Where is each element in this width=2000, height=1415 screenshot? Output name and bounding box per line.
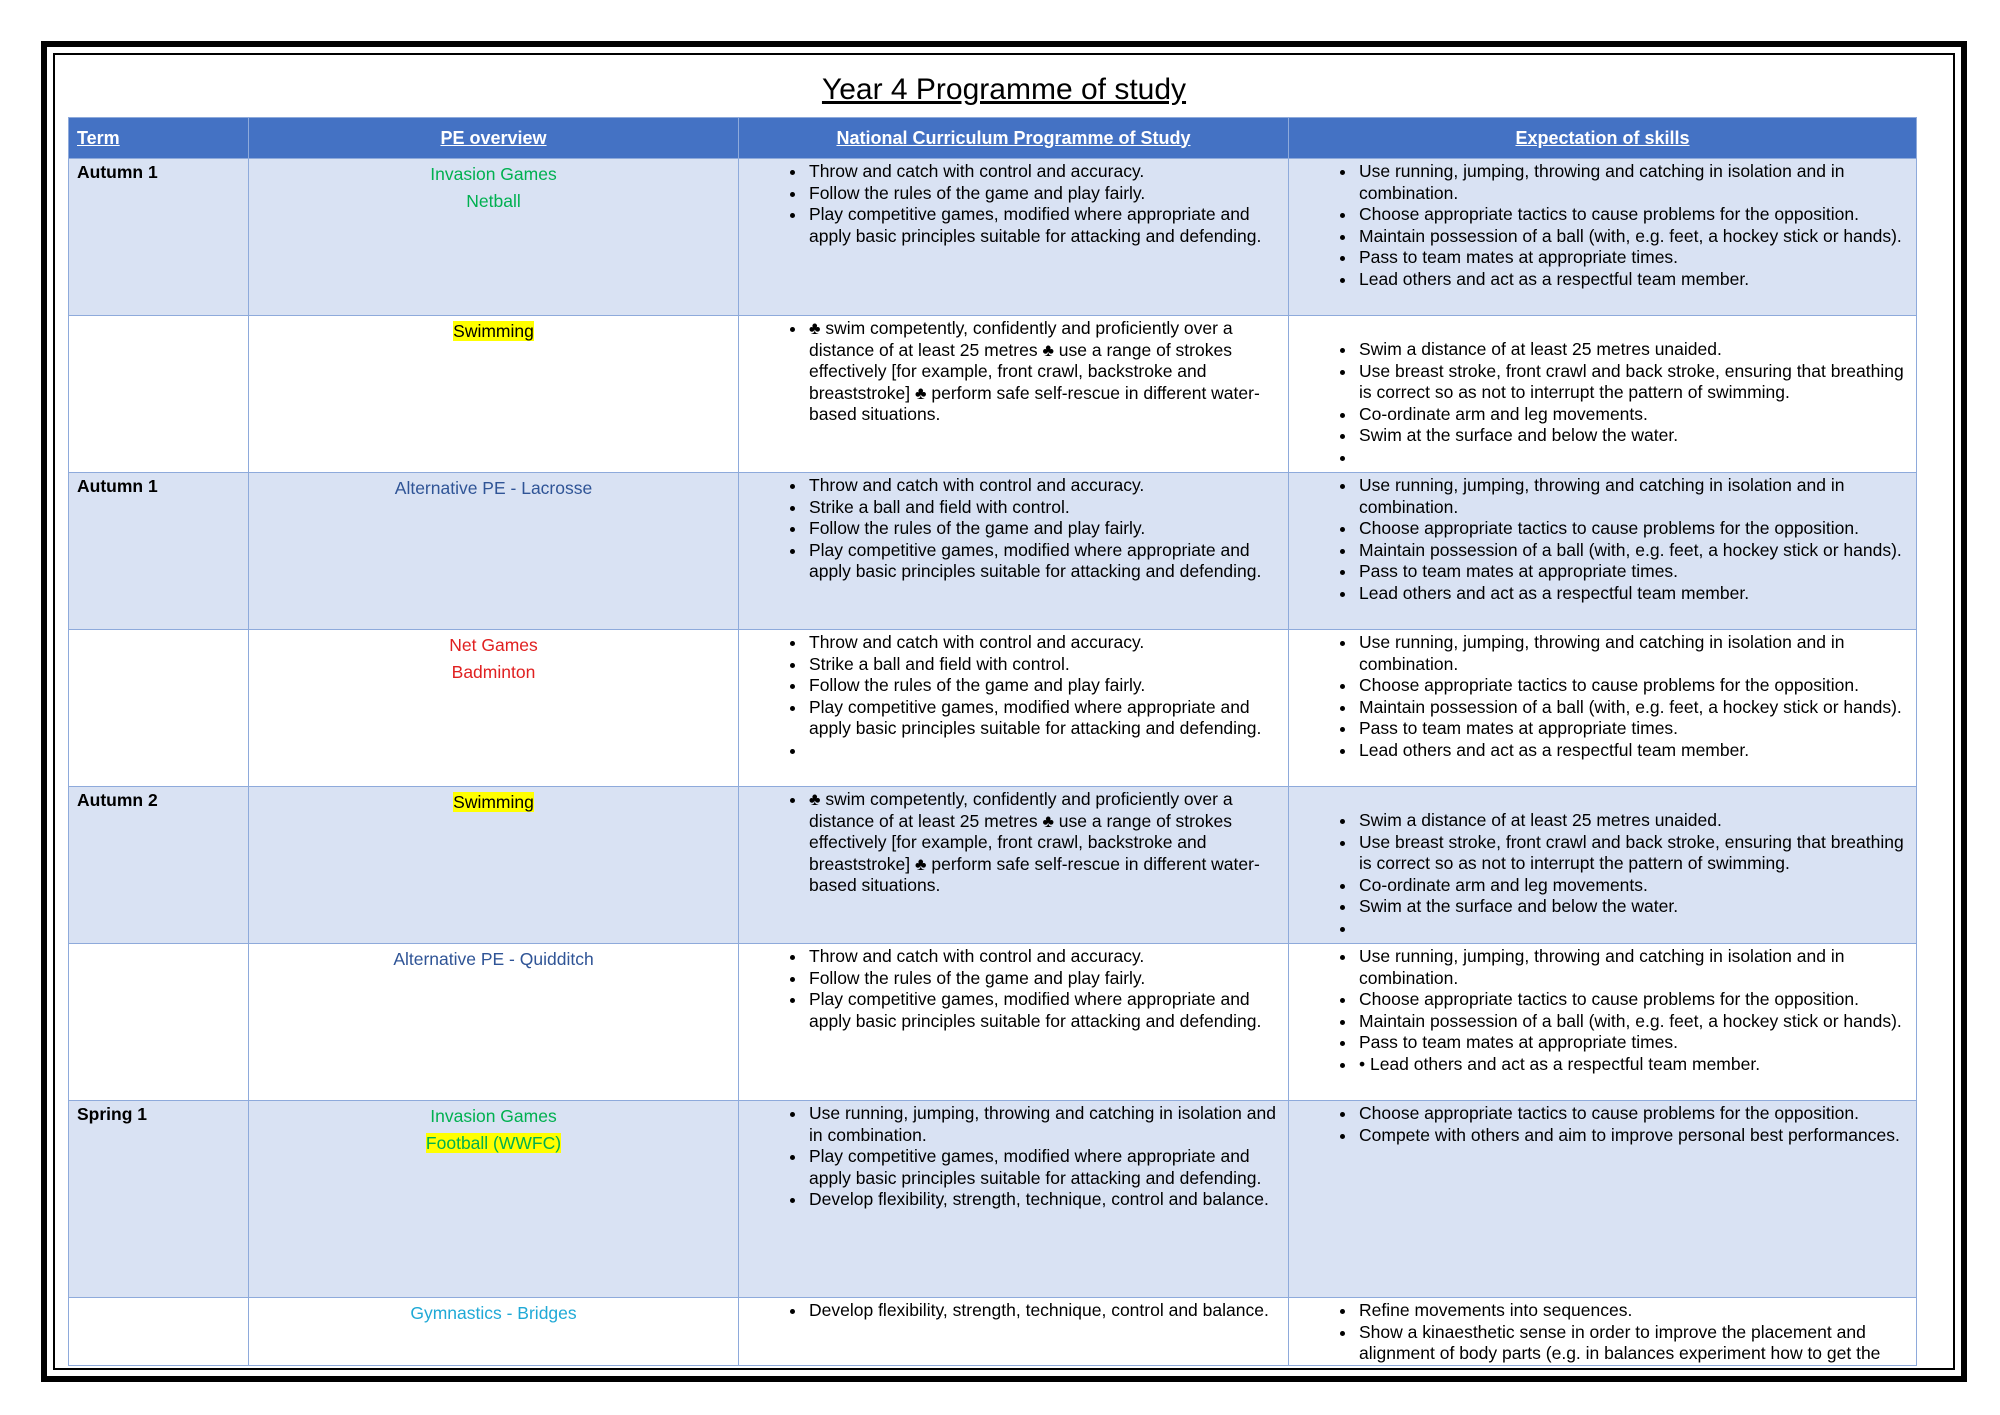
table-row [69, 944, 1917, 1101]
skills-cell [1289, 159, 1917, 316]
list-item: • Pass to team mates at appropriate times. [1357, 1032, 1908, 1054]
header-expectation-of-skills: Expectation of skills [1289, 118, 1917, 159]
list-item: • Pass to team mates at appropriate times. [1357, 718, 1908, 740]
list-item: • Strike a ball and field with control. [807, 497, 1280, 519]
list-item: • Co-ordinate arm and leg movements. [1357, 404, 1908, 426]
list-item: • Play competitive games, modified where appropriate and apply basic principles suitable for attacking and defending. [807, 989, 1280, 1032]
table-row [69, 787, 1917, 944]
term-cell [69, 630, 249, 787]
overview-cell [249, 944, 739, 1101]
term-cell: Autumn 1 [69, 473, 249, 630]
list-item: • Compete with others and aim to improve personal best performances. [1357, 1125, 1908, 1147]
overview-line: Gymnastics - Bridges [410, 1303, 577, 1323]
term-cell: Autumn 1 [69, 159, 249, 316]
curriculum-cell [739, 316, 1289, 473]
term-cell [69, 944, 249, 1101]
list-item: • Co-ordinate arm and leg movements. [1357, 875, 1908, 897]
table-row [69, 630, 1917, 787]
header-national-curriculum: National Curriculum Programme of Study [739, 118, 1289, 159]
curriculum-cell [739, 787, 1289, 944]
overview-line: Badminton [451, 662, 536, 682]
list-item: • Choose appropriate tactics to cause problems for the opposition. [1357, 1103, 1908, 1125]
table-header-row [69, 118, 1917, 159]
curriculum-cell [739, 944, 1289, 1101]
list-item: • Follow the rules of the game and play fairly. [807, 518, 1280, 540]
list-item: • Lead others and act as a respectful team member. [1357, 269, 1908, 291]
skills-cell [1289, 473, 1917, 630]
skills-cell [1289, 630, 1917, 787]
list-item: • ♣ swim competently, confidently and proficiently over a distance of at least 25 metres ♣ use a range of strokes effectively [for example, front crawl, backstroke and breaststroke] ♣ perform safe self-rescue in different water-based situations. [807, 318, 1280, 426]
overview-line: Invasion Games [430, 164, 557, 184]
skills-cell [1289, 944, 1917, 1101]
overview-cell [249, 1101, 739, 1298]
list-item: • Use running, jumping, throwing and catching in isolation and in combination. [1357, 632, 1908, 675]
list-item: • Use running, jumping, throwing and catching in isolation and in combination. [1357, 161, 1908, 204]
list-item: • Maintain possession of a ball (with, e.g. feet, a hockey stick or hands). [1357, 226, 1908, 248]
list-item: • Follow the rules of the game and play fairly. [807, 675, 1280, 697]
table-row [69, 1298, 1917, 1366]
list-item: • • Lead others and act as a respectful team member. [1357, 1054, 1908, 1076]
list-item: • Play competitive games, modified where appropriate and apply basic principles suitable for attacking and defending. [807, 1146, 1280, 1189]
list-item: • Strike a ball and field with control. [807, 654, 1280, 676]
table-row [69, 473, 1917, 630]
overview-line: Alternative PE - Lacrosse [394, 478, 593, 498]
page-title: Year 4 Programme of study [821, 73, 1187, 106]
list-item: • Pass to team mates at appropriate times. [1357, 247, 1908, 269]
table-row [69, 1101, 1917, 1298]
curriculum-cell [739, 630, 1289, 787]
list-item: • Swim at the surface and below the water. [1357, 425, 1908, 447]
list-item: • Throw and catch with control and accuracy. [807, 946, 1280, 968]
overview-cell [249, 159, 739, 316]
list-item: • Throw and catch with control and accuracy. [807, 632, 1280, 654]
list-item [1357, 447, 1908, 469]
list-item: • Maintain possession of a ball (with, e.g. feet, a hockey stick or hands). [1357, 1011, 1908, 1033]
list-item: • Swim a distance of at least 25 metres unaided. [1357, 810, 1908, 832]
list-item: • Swim at the surface and below the water. [1357, 896, 1908, 918]
overview-cell [249, 316, 739, 473]
programme-table [68, 117, 1917, 1366]
overview-cell [249, 1298, 739, 1366]
list-item [1357, 918, 1908, 940]
curriculum-cell [739, 1298, 1289, 1366]
skills-cell [1289, 1101, 1917, 1298]
overview-line: Alternative PE - Quidditch [393, 949, 594, 969]
list-item [807, 740, 1280, 762]
list-item: • Lead others and act as a respectful team member. [1357, 583, 1908, 605]
skills-cell [1289, 1298, 1917, 1366]
list-item: • Choose appropriate tactics to cause problems for the opposition. [1357, 518, 1908, 540]
list-item: • Use running, jumping, throwing and catching in isolation and in combination. [807, 1103, 1280, 1146]
list-item: • Use breast stroke, front crawl and back stroke, ensuring that breathing is correct so as not to interrupt the pattern of swimming. [1357, 361, 1908, 404]
list-item: • Choose appropriate tactics to cause problems for the opposition. [1357, 204, 1908, 226]
term-cell [69, 1298, 249, 1366]
curriculum-cell [739, 159, 1289, 316]
list-item: • Play competitive games, modified where appropriate and apply basic principles suitable for attacking and defending. [807, 204, 1280, 247]
list-item: • ♣ swim competently, confidently and proficiently over a distance of at least 25 metres ♣ use a range of strokes effectively [for example, front crawl, backstroke and breaststroke] ♣ perform safe self-rescue in different water-based situations. [807, 789, 1280, 897]
overview-cell [249, 473, 739, 630]
list-item: • Maintain possession of a ball (with, e.g. feet, a hockey stick or hands). [1357, 697, 1908, 719]
list-item: • Play competitive games, modified where appropriate and apply basic principles suitable for attacking and defending. [807, 697, 1280, 740]
list-item: • Pass to team mates at appropriate times. [1357, 561, 1908, 583]
list-item: • Refine movements into sequences. [1357, 1300, 1908, 1322]
skills-cell [1289, 316, 1917, 473]
table-row [69, 316, 1917, 473]
header-pe-overview: PE overview [249, 118, 739, 159]
list-item: • Use running, jumping, throwing and catching in isolation and in combination. [1357, 946, 1908, 989]
overview-line: Swimming [453, 321, 534, 341]
skills-cell [1289, 787, 1917, 944]
page-frame-inner [53, 53, 1955, 1370]
overview-cell [249, 630, 739, 787]
term-cell: Spring 1 [69, 1101, 249, 1298]
curriculum-cell [739, 473, 1289, 630]
list-item: • Develop flexibility, strength, technique, control and balance. [807, 1300, 1280, 1322]
list-item: • Show a kinaesthetic sense in order to improve the placement and alignment of body parts (e.g. in balances experiment how to get the [1357, 1322, 1908, 1365]
overview-line: Invasion Games [430, 1106, 557, 1126]
page-frame [41, 41, 1967, 1382]
overview-line: Football (WWFC) [425, 1133, 562, 1153]
list-item: • Throw and catch with control and accuracy. [807, 161, 1280, 183]
term-cell: Autumn 2 [69, 787, 249, 944]
overview-line: Net Games [449, 635, 538, 655]
list-item: • Choose appropriate tactics to cause problems for the opposition. [1357, 989, 1908, 1011]
list-item: • Play competitive games, modified where appropriate and apply basic principles suitable for attacking and defending. [807, 540, 1280, 583]
list-item: • Follow the rules of the game and play fairly. [807, 183, 1280, 205]
overview-line: Netball [466, 191, 521, 211]
term-cell [69, 316, 249, 473]
list-item: • Lead others and act as a respectful team member. [1357, 740, 1908, 762]
list-item: • Throw and catch with control and accuracy. [807, 475, 1280, 497]
table-row [69, 159, 1917, 316]
overview-cell [249, 787, 739, 944]
list-item: • Maintain possession of a ball (with, e.g. feet, a hockey stick or hands). [1357, 540, 1908, 562]
header-term: Term [69, 118, 249, 159]
list-item: • Follow the rules of the game and play fairly. [807, 968, 1280, 990]
list-item: • Use running, jumping, throwing and catching in isolation and in combination. [1357, 475, 1908, 518]
list-item: • Choose appropriate tactics to cause problems for the opposition. [1357, 675, 1908, 697]
curriculum-cell [739, 1101, 1289, 1298]
list-item: • Swim a distance of at least 25 metres unaided. [1357, 339, 1908, 361]
list-item: • Develop flexibility, strength, technique, control and balance. [807, 1189, 1280, 1211]
overview-line: Swimming [453, 792, 534, 812]
list-item: • Use breast stroke, front crawl and back stroke, ensuring that breathing is correct so as not to interrupt the pattern of swimming. [1357, 832, 1908, 875]
